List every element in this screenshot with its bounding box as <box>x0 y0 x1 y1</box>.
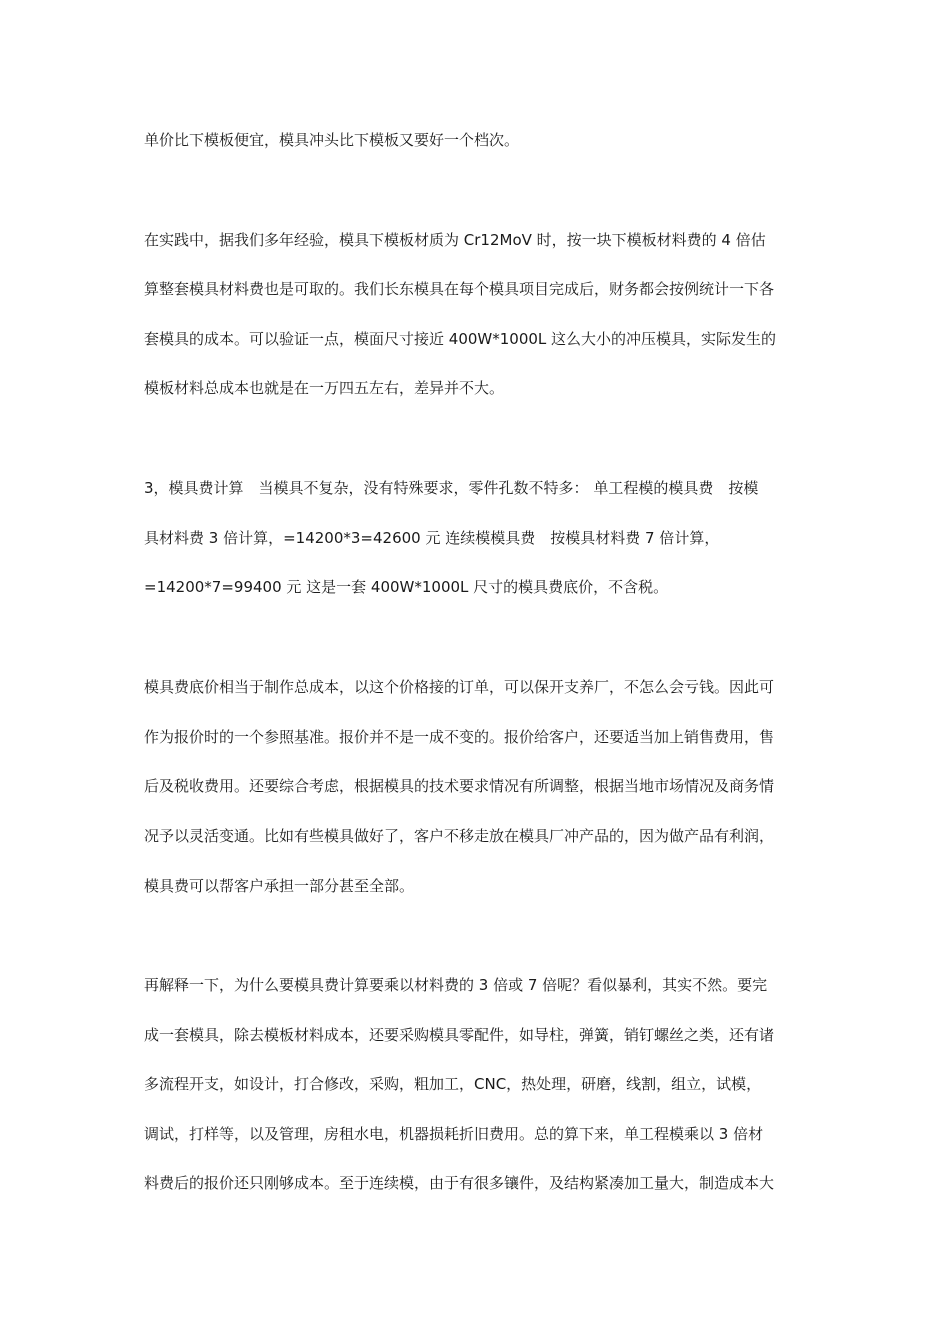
paragraph-2-line-2: 算整套模具材料费也是可取的。我们长东模具在每个模具项目完成后，财务都会按例统计一下各 <box>144 280 775 298</box>
paragraph-3-line-3: =14200*7=99400 元 这是一套 400W*1000L 尺寸的模具费底价，不含税。 <box>144 578 669 596</box>
paragraph-2-line-1: 在实践中，据我们多年经验，模具下模板材质为 Cr12MoV 时，按一块下模板材料费的 4 倍估 <box>144 231 766 249</box>
paragraph-5-line-2: 成一套模具，除去模板材料成本，还要采购模具零配件，如导柱，弹簧，销钉螺丝之类，还有诸 <box>144 1026 775 1044</box>
paragraph-1-line-1: 单价比下模板便宜，模具冲头比下模板又要好一个档次。 <box>144 131 520 149</box>
paragraph-4-line-2: 作为报价时的一个参照基准。报价并不是一成不变的。报价给客户，还要适当加上销售费用，售 <box>144 728 775 746</box>
paragraph-5-line-1: 再解释一下，为什么要模具费计算要乘以材料费的 3 倍或 7 倍呢？看似暴利，其实不然。要完 <box>144 976 768 994</box>
paragraph-3-line-2: 具材料费 3 倍计算，=14200*3=42600 元 连续模模具费 按模具材料费 7 倍计算， <box>144 529 720 547</box>
paragraph-4-line-5: 模具费可以帮客户承担一部分甚至全部。 <box>144 877 415 895</box>
paragraph-3-line-1: 3，模具费计算 当模具不复杂，没有特殊要求，零件孔数不特多： 单工程模的模具费 按模 <box>144 479 759 497</box>
paragraph-4-line-3: 后及税收费用。还要综合考虑，根据模具的技术要求情况有所调整，根据当地市场情况及商务情 <box>144 777 775 795</box>
paragraph-5-line-5: 料费后的报价还只刚够成本。至于连续模，由于有很多镶件，及结构紧凑加工量大，制造成本大 <box>144 1174 775 1192</box>
paragraph-5-line-3: 多流程开支，如设计，打合修改，采购，粗加工，CNC，热处理，研磨，线割，组立，试模， <box>144 1075 762 1093</box>
paragraph-4-line-1: 模具费底价相当于制作总成本，以这个价格接的订单，可以保开支养厂，不怎么会亏钱。因此可 <box>144 678 775 696</box>
paragraph-2-line-3: 套模具的成本。可以验证一点，模面尺寸接近 400W*1000L 这么大小的冲压模具，实际发生的 <box>144 330 777 348</box>
paragraph-4-line-4: 况予以灵活变通。比如有些模具做好了，客户不移走放在模具厂冲产品的，因为做产品有利润， <box>144 827 775 845</box>
paragraph-2-line-4: 模板材料总成本也就是在一万四五左右，差异并不大。 <box>144 379 505 397</box>
paragraph-5-line-4: 调试，打样等，以及管理，房租水电，机器损耗折旧费用。总的算下来，单工程模乘以 3 倍材 <box>144 1125 764 1143</box>
